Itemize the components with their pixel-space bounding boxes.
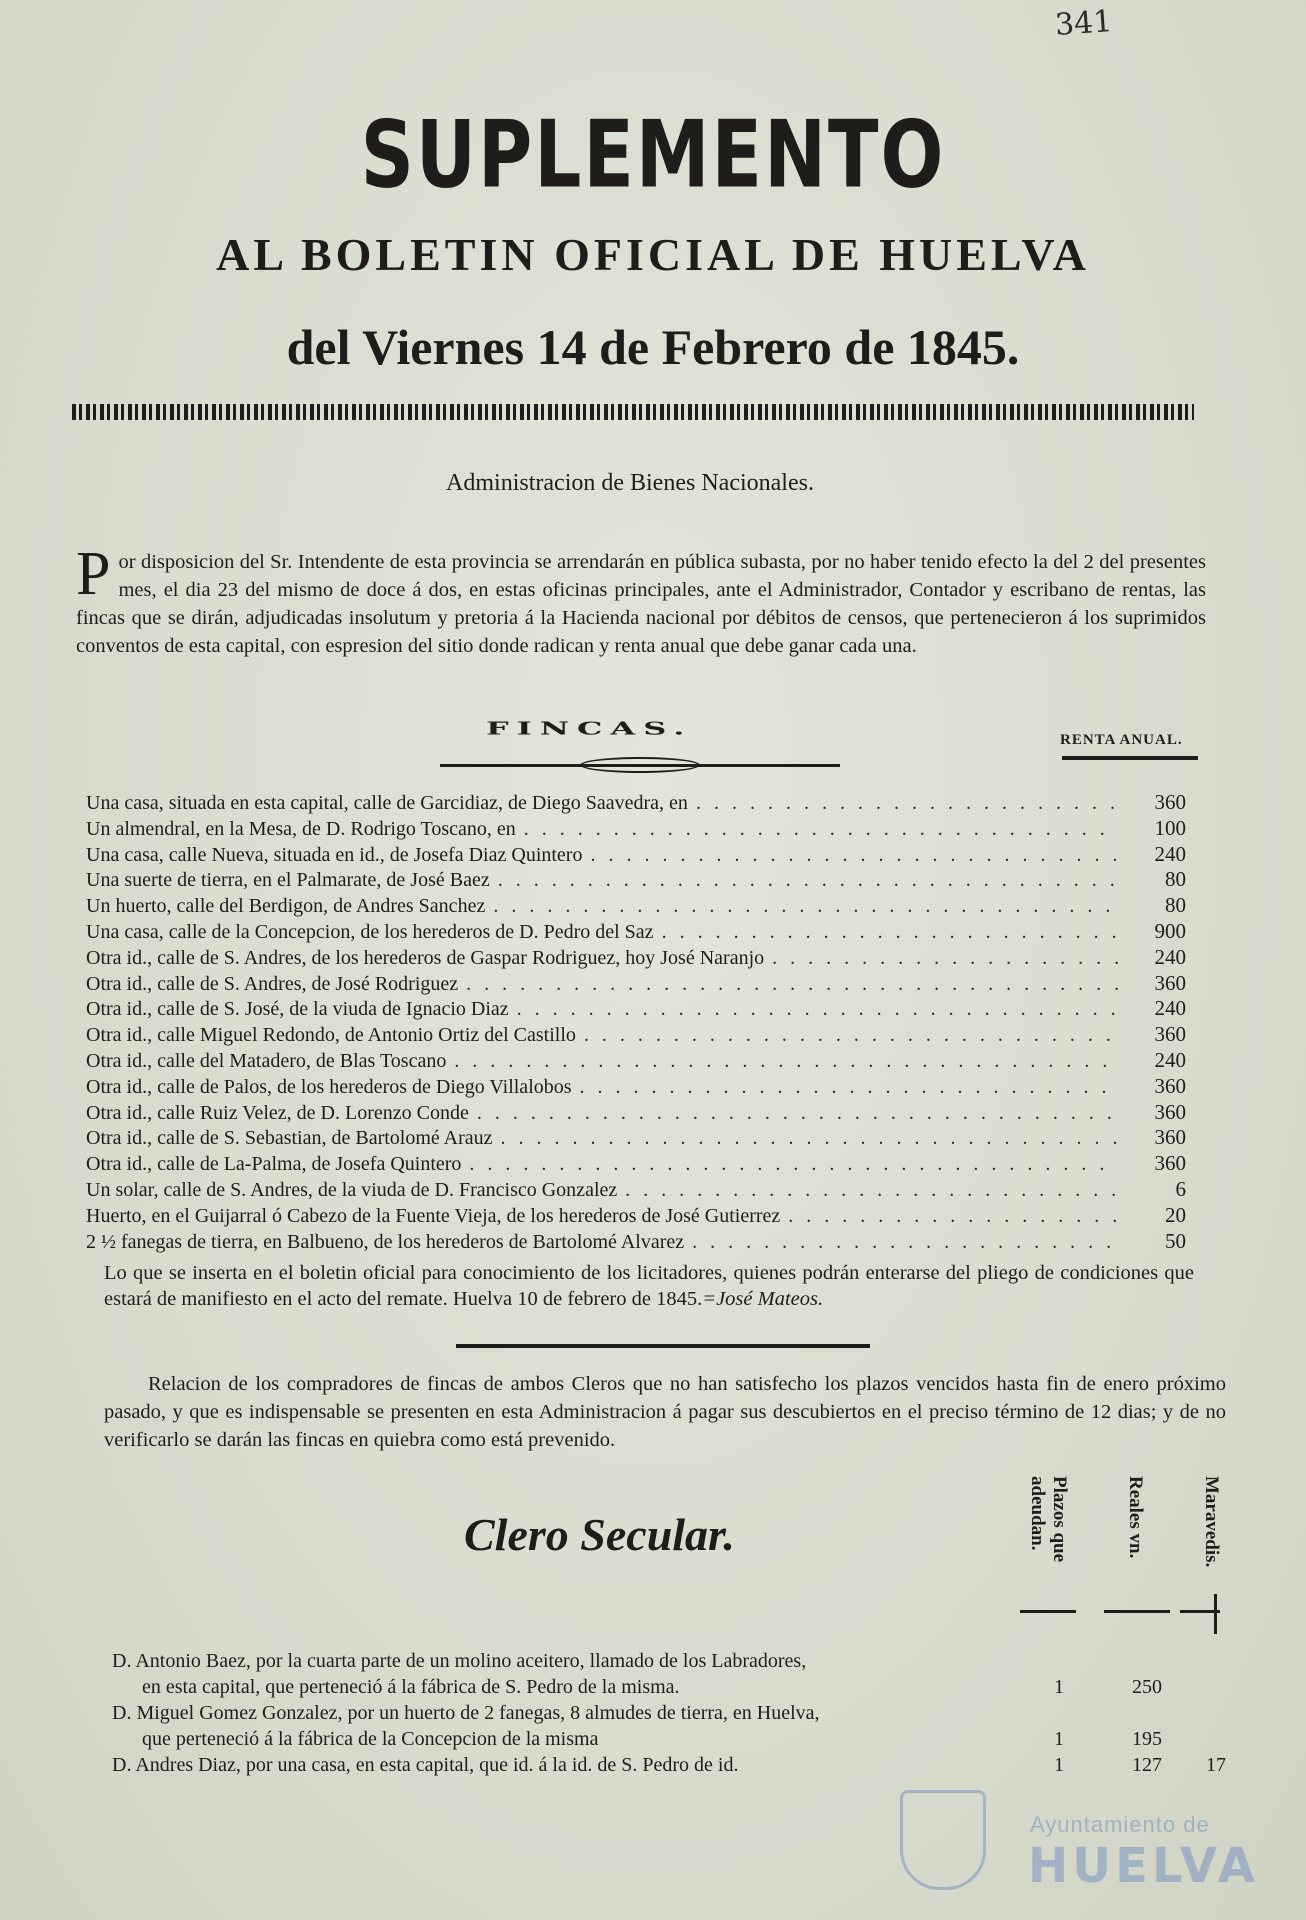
finca-renta: 360 — [1154, 790, 1186, 814]
buyer-reales: 127 — [1132, 1754, 1162, 1776]
finca-description: 2 ½ fanegas de tierra, en Balbueno, de los herederos de Bartolomé Alvarez — [86, 1230, 685, 1253]
finca-renta: 80 — [1165, 867, 1186, 892]
renta-underline — [1062, 756, 1198, 760]
finca-row — [86, 1048, 1186, 1074]
finca-row — [86, 790, 1186, 816]
buyer-line-continued: que perteneció á la fábrica de la Concepcion de la misma — [142, 1728, 599, 1750]
finca-renta: 360 — [1154, 1099, 1186, 1124]
dot-leader — [662, 921, 1118, 944]
buyer-line: D. Antonio Baez, por la cuarta parte de un molino aceitero, llamado de los Labradores, — [112, 1650, 807, 1672]
page-title: SUPLEMENTO — [360, 101, 946, 209]
reales-column-heading: Reales vn. — [1125, 1476, 1146, 1559]
finca-description: Un almendral, en la Mesa, de D. Rodrigo Toscano, en — [86, 817, 516, 840]
finca-row — [86, 893, 1186, 919]
finca-row — [86, 842, 1186, 868]
finca-row — [86, 1203, 1186, 1229]
finca-description: Otra id., calle de La-Palma, de Josefa Quintero — [86, 1153, 462, 1176]
finca-row — [86, 945, 1186, 971]
dot-leader — [584, 1024, 1118, 1047]
finca-renta: 6 — [1175, 1176, 1186, 1201]
finca-description: Otra id., calle de S. José, de la viuda de Ignacio Diaz — [86, 998, 509, 1021]
finca-description: Otra id., calle Miguel Redondo, de Antonio Ortiz del Castillo — [86, 1024, 576, 1047]
dot-leader — [501, 1127, 1118, 1150]
finca-description: Otra id., calle de S. Andres, de José Rodriguez — [86, 972, 459, 995]
finca-renta: 240 — [1154, 841, 1186, 866]
buyer-reales: 195 — [1132, 1728, 1162, 1750]
finca-renta: 360 — [1154, 1125, 1186, 1150]
archive-number: 341 — [1053, 4, 1114, 43]
maravedis-column-heading: Maravedis. — [1201, 1476, 1222, 1568]
dot-leader — [469, 1153, 1118, 1176]
finca-row — [86, 996, 1186, 1022]
dot-leader — [517, 998, 1118, 1021]
finca-description: Otra id., calle de Palos, de los herederos de Diego Villalobos — [86, 1075, 572, 1098]
finca-renta: 360 — [1154, 1151, 1186, 1176]
dot-leader — [477, 1102, 1118, 1125]
drop-cap: P — [76, 540, 111, 608]
buyer-line: D. Andres Diaz, por una casa, en esta capital, que id. á la id. de S. Pedro de id. — [112, 1754, 739, 1776]
dot-leader — [466, 973, 1118, 996]
finca-renta: 240 — [1154, 944, 1186, 969]
buyer-maravedis: 17 — [1206, 1754, 1226, 1776]
finca-row — [86, 1151, 1186, 1177]
finca-renta: 240 — [1154, 996, 1186, 1021]
finca-row — [86, 867, 1186, 893]
finca-description: Una casa, situada en esta capital, calle de Garcidiaz, de Diego Saavedra, en — [86, 792, 688, 814]
closing-text: Lo que se inserta en el boletin oficial para conocimiento de los licitadores, quienes podrán enterarse del pliego de condiciones que estará de manifiesto en el acto del remate. Huelva 10 de febrero de 1845. — [104, 1262, 1194, 1310]
dot-leader — [498, 869, 1118, 892]
municipal-seal-watermark — [900, 1790, 986, 1890]
finca-renta: 240 — [1154, 1047, 1186, 1072]
section-divider — [456, 1344, 870, 1348]
buyer-reales: 250 — [1132, 1676, 1162, 1698]
finca-renta: 50 — [1165, 1228, 1186, 1253]
dot-leader — [692, 1231, 1118, 1254]
dot-leader — [772, 947, 1118, 970]
fincas-list — [86, 790, 1186, 1254]
clero-heading: Clero Secular. — [464, 1509, 735, 1560]
section-heading: Administracion de Bienes Nacionales. — [446, 470, 814, 496]
finca-row — [86, 1229, 1186, 1255]
finca-row — [86, 971, 1186, 997]
issue-date: del Viernes 14 de Febrero de 1845. — [286, 319, 1020, 375]
dot-leader — [788, 1205, 1118, 1228]
finca-description: Un huerto, calle del Berdigon, de Andres Sanchez — [86, 895, 486, 918]
fincas-divider-ornament — [580, 757, 700, 773]
finca-description: Una casa, calle de la Concepcion, de los herederos de D. Pedro del Saz — [86, 920, 654, 943]
finca-description: Una suerte de tierra, en el Palmarate, de José Baez — [86, 869, 490, 892]
reales-underline — [1104, 1610, 1170, 1613]
relacion-paragraph: Relacion de los compradores de fincas de ambos Cleros que no han satisfecho los plazos vencidos hasta fin de enero próximo pasado, y que es indispensable se presenten en esta Administracion á pagar sus descubiertos en el preciso término de 12 dias; y de no verificarlo se darán las fincas en quiebra como está prevenido. — [104, 1373, 1226, 1451]
finca-description: Otra id., calle de S. Andres, de los herederos de Gaspar Rodriguez, hoy José Naranjo — [86, 946, 765, 969]
finca-row — [86, 816, 1186, 842]
intro-text: or disposicion del Sr. Intendente de esta provincia se arrendarán en pública subasta, por no haber tenido efecto la del 2 del presentes mes, el dia 23 del mismo de doce á dos, en estas oficinas principales, ante el Administrador, Contador y escribano de rentas, las fincas que se dirán, adjudicadas insolutum y pretoria á la Hacienda nacional por débitos de censos, que pertenecieron á los suprimidos conventos de esta capital, con espresion del sitio donde radican y renta anual que debe ganar cada una. — [76, 551, 1206, 657]
dot-leader — [696, 792, 1118, 815]
finca-description: Otra id., calle Ruiz Velez, de D. Lorenzo Conde — [86, 1101, 469, 1124]
finca-row — [86, 919, 1186, 945]
plazos-column-heading: Plazos que adeudan. — [1027, 1476, 1070, 1563]
finca-description: Otra id., calle del Matadero, de Blas Toscano — [86, 1049, 447, 1072]
finca-description: Un solar, calle de S. Andres, de la viuda de D. Francisco Gonzalez — [86, 1178, 618, 1201]
page-subtitle: AL BOLETIN OFICIAL DE HUELVA — [216, 229, 1090, 280]
plazos-underline — [1020, 1610, 1076, 1613]
finca-renta: 360 — [1154, 970, 1186, 995]
buyer-entry — [112, 1700, 1232, 1752]
intro-paragraph — [76, 540, 1206, 660]
finca-renta: 80 — [1165, 893, 1186, 918]
buyer-entry — [112, 1752, 1232, 1778]
buyer-line-continued: en esta capital, que perteneció á la fábrica de S. Pedro de la misma. — [142, 1676, 680, 1698]
closing-paragraph — [104, 1260, 1194, 1312]
finca-row — [86, 1125, 1186, 1151]
ornamental-divider — [72, 404, 1194, 420]
dot-leader — [590, 844, 1118, 867]
watermark-top-text: Ayuntamiento de — [1030, 1812, 1210, 1837]
finca-description: Otra id., calle de S. Sebastian, de Bartolomé Arauz — [86, 1127, 493, 1150]
watermark-main-text: HUELVA — [1028, 1838, 1259, 1894]
buyer-plazos: 1 — [1054, 1676, 1064, 1698]
buyer-plazos: 1 — [1054, 1754, 1064, 1776]
finca-renta: 360 — [1154, 1073, 1186, 1098]
finca-row — [86, 1022, 1186, 1048]
buyer-entry — [112, 1648, 1232, 1700]
buyers-list — [112, 1648, 1232, 1778]
signature: =José Mateos. — [702, 1288, 824, 1310]
dot-leader — [625, 1179, 1118, 1202]
buyer-plazos: 1 — [1054, 1728, 1064, 1750]
dot-leader — [524, 818, 1118, 841]
finca-row — [86, 1074, 1186, 1100]
column-divider — [1214, 1594, 1217, 1634]
finca-row — [86, 1100, 1186, 1126]
finca-renta: 900 — [1154, 918, 1186, 943]
finca-description: Huerto, en el Guijarral ó Cabezo de la Fuente Vieja, de los herederos de José Gutierrez — [86, 1204, 781, 1227]
finca-renta: 20 — [1165, 1202, 1186, 1227]
buyer-line: D. Miguel Gomez Gonzalez, por un huerto de 2 fanegas, 8 almudes de tierra, en Huelva, — [112, 1702, 820, 1724]
renta-column-heading: RENTA ANUAL. — [1060, 732, 1183, 748]
dot-leader — [493, 895, 1118, 918]
finca-row — [86, 1177, 1186, 1203]
fincas-heading: FINCAS. — [486, 718, 693, 739]
finca-description: Una casa, calle Nueva, situada en id., de Josefa Diaz Quintero — [86, 843, 583, 866]
finca-renta: 360 — [1154, 1022, 1186, 1047]
dot-leader — [454, 1050, 1118, 1073]
dot-leader — [580, 1076, 1118, 1099]
finca-renta: 100 — [1154, 815, 1186, 840]
